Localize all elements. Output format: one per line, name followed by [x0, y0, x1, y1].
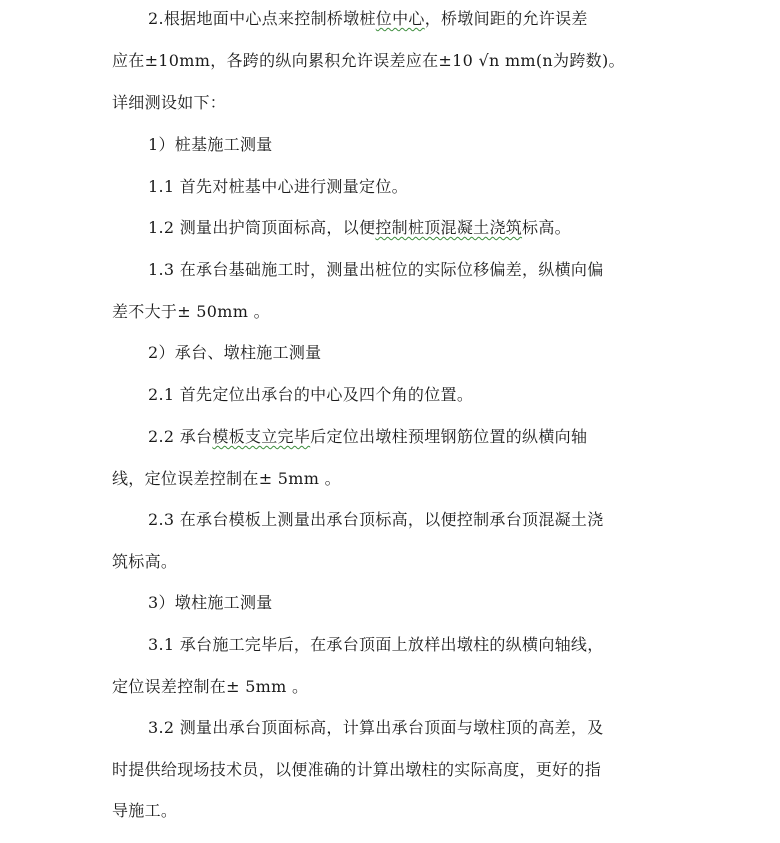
paragraph-line: 3.1 承台施工完毕后，在承台顶面上放样出墩柱的纵横向轴线， [148, 635, 604, 654]
grammar-flagged-text: 模板支立完毕 [212, 427, 311, 446]
section-heading: 2）承台、墩柱施工测量 [148, 343, 322, 362]
text-run: 后定位出墩柱预埋钢筋位置的纵横向轴 [310, 427, 588, 446]
paragraph-line: 1.3 在承台基础施工时，测量出桩位的实际位移偏差，纵横向偏 [148, 260, 604, 279]
text-run: 标高。 [522, 218, 571, 237]
paragraph-line [148, 217, 571, 239]
paragraph-line: 应在±10mm，各跨的纵向累积允许误差应在±10 √n mm(n为跨数)。 [112, 51, 625, 70]
text-run: 2.2 承台 [148, 427, 213, 446]
paragraph-line: 差不大于± 50mm 。 [112, 302, 270, 321]
section-heading: 3）墩柱施工测量 [148, 593, 273, 612]
section-heading: 1）桩基施工测量 [148, 135, 273, 154]
paragraph-line: 线，定位误差控制在± 5mm 。 [112, 469, 341, 488]
text-run: 1.2 测量出护筒顶面标高，以便 [148, 218, 376, 237]
grammar-flagged-text: 控制桩顶混凝土浇筑 [375, 218, 523, 237]
paragraph-line: 1.1 首先对桩基中心进行测量定位。 [148, 177, 408, 196]
paragraph-line: 导施工。 [112, 801, 178, 820]
paragraph-line: 详细测设如下： [112, 93, 227, 112]
paragraph-line: 3.2 测量出承台顶面标高，计算出承台顶面与墩柱顶的高差，及 [148, 718, 604, 737]
grammar-flagged-text: 位中心 [375, 9, 425, 28]
paragraph-line: 时提供给现场技术员，以便准确的计算出墩柱的实际高度，更好的指 [112, 760, 602, 779]
paragraph-line [148, 426, 587, 448]
paragraph-line: 2.3 在承台模板上测量出承台顶标高，以便控制承台顶混凝土浇 [148, 510, 604, 529]
paragraph-line: 定位误差控制在± 5mm 。 [112, 677, 309, 696]
paragraph-line: 2.1 首先定位出承台的中心及四个角的位置。 [148, 385, 474, 404]
text-run: ，桥墩间距的允许误差 [424, 9, 588, 28]
text-run: 2.根据地面中心点来控制桥墩桩 [148, 9, 376, 28]
paragraph-line [148, 8, 588, 30]
paragraph-line: 筑标高。 [112, 552, 178, 571]
